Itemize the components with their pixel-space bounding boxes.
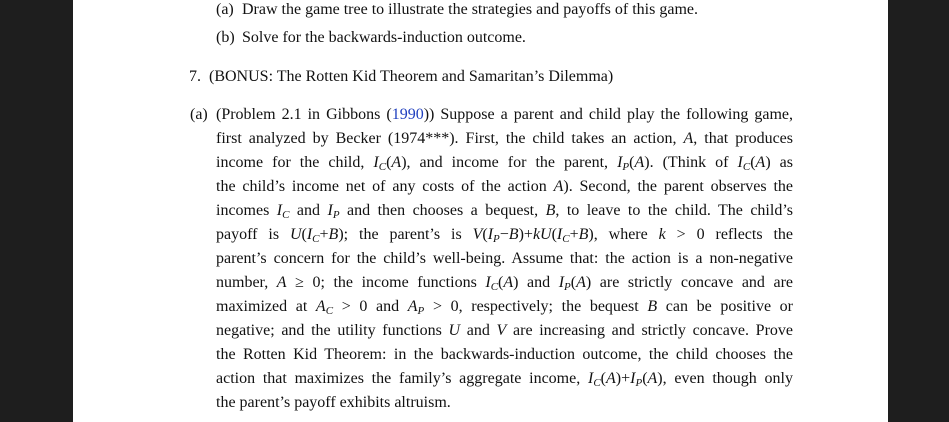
exercise-item-b: [216, 28, 526, 48]
item-text: Draw the game tree to illustrate the strategies and payoffs of this game.: [242, 1, 698, 18]
part-a-label: (a): [190, 106, 208, 123]
question-number: 7.: [189, 68, 201, 85]
exercise-item-a: [216, 0, 698, 20]
question-7-heading: [189, 67, 613, 87]
item-label: (a): [216, 1, 234, 18]
item-label: (b): [216, 29, 235, 46]
paper-page: [73, 0, 888, 422]
rotten-kid-paragraph: (a) (Problem 2.1 in Gibbons (1990)) Suppose a parent and child play the following game, first analyzed by Becker (1974***). First, the child takes an action, A, that produces income for the child, $I_C(A)$, and income for the parent, $I_P(A)$. (Think of $I_C(A)$ as the child’s income net of any costs of the action A). Second, the parent observes the incomes $I_C$ and $I_P$ and then chooses a bequest, B, to leave to the child. The child’s payoff is $U(I_C+B)$; the parent’s is $V(I_P-B)+kU(I_C+B)$, where k > 0 reflects the parent’s concern for the child’s well-being. Assume that: the action is a non-negative number, A ≥ 0; the income functions $I_C(A)$ and $I_P(A)$ are strictly concave and are maximized at $A_C > 0$ and $A_P > 0$, respectively; the bequest B can be positive or negative; and the utility functions U and V are increasing and strictly concave. Prove the Rotten Kid Theorem: in the backwards-induction outcome, the child chooses the action that maximizes the family’s aggregate income, $I_C(A)+I_P(A)$, even though only the parent’s payoff exhibits altruism.: [216, 103, 793, 415]
item-text: Solve for the backwards-induction outcome.: [242, 29, 526, 46]
question-title: (BONUS: The Rotten Kid Theorem and Samaritan’s Dilemma): [209, 68, 614, 85]
citation-link[interactable]: 1990: [391, 106, 424, 123]
